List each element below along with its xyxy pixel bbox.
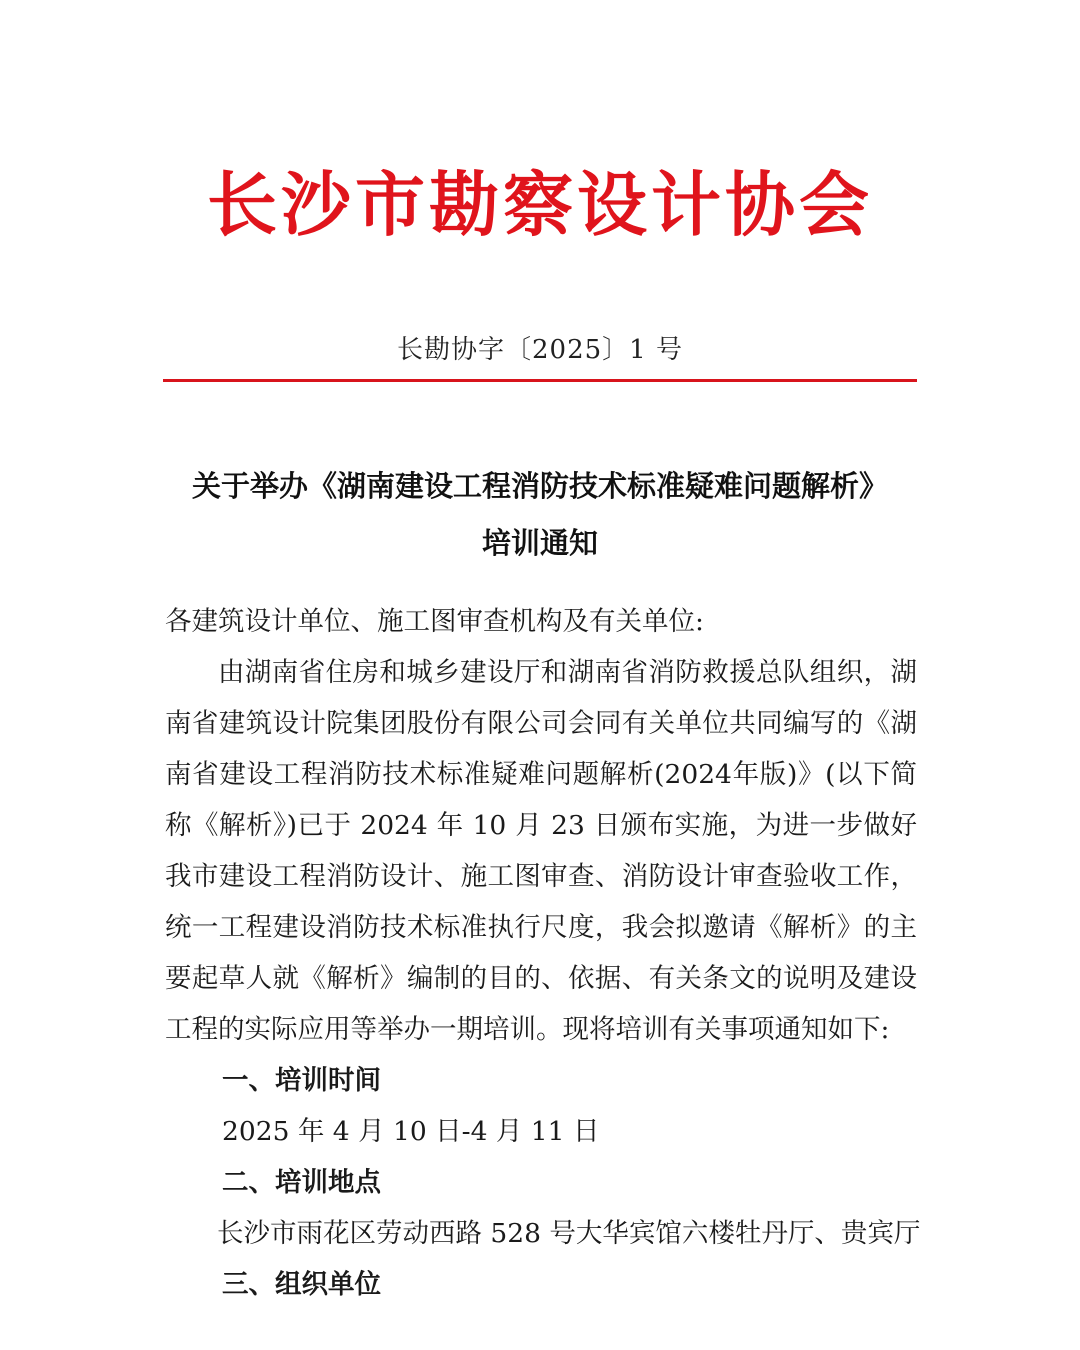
document-title bbox=[140, 458, 940, 572]
intro-paragraph: 由湖南省住房和城乡建设厅和湖南省消防救援总队组织，湖南省建筑设计院集团股份有限公司会同有关单位共同编写的《湖南省建设工程消防技术标准疑难问题解析(2024年版)》(以下简称《解析》)已于 2024 年 10 月 23 日颁布实施，为进一步做好我市建设工程消防设计、施工图审查、消防设计审查验收工作，统一工程建设消防技术标准执行尺度，我会拟邀请《解析》的主要起草人就《解析》编制的目的、依据、有关条文的说明及建设工程的实际应用等举办一期培训。现将培训有关事项通知如下: bbox=[165, 657, 917, 1045]
document-title-line-2: 培训通知 bbox=[481, 526, 598, 560]
section-content-location: 长沙市雨花区劳动西路 528 号大华宾馆六楼牡丹厅、贵宾厅 bbox=[217, 1218, 921, 1249]
salutation: 各建筑设计单位、施工图审查机构及有关单位: bbox=[165, 606, 704, 637]
section-heading-organizer: 三、组织单位 bbox=[222, 1269, 381, 1300]
document-title-line-1: 关于举办《湖南建设工程消防技术标准疑难问题解析》 bbox=[191, 469, 888, 503]
section-content-time: 2025 年 4 月 10 日-4 月 11 日 bbox=[222, 1116, 600, 1147]
header-divider bbox=[163, 379, 917, 382]
section-heading-location: 二、培训地点 bbox=[222, 1167, 381, 1198]
section-heading-time: 一、培训时间 bbox=[222, 1065, 381, 1096]
organization-name: 长沙市勘察设计协会 bbox=[207, 163, 873, 246]
document-number: 长勘协字〔2025〕1 号 bbox=[397, 335, 683, 365]
document-body bbox=[165, 596, 921, 1310]
